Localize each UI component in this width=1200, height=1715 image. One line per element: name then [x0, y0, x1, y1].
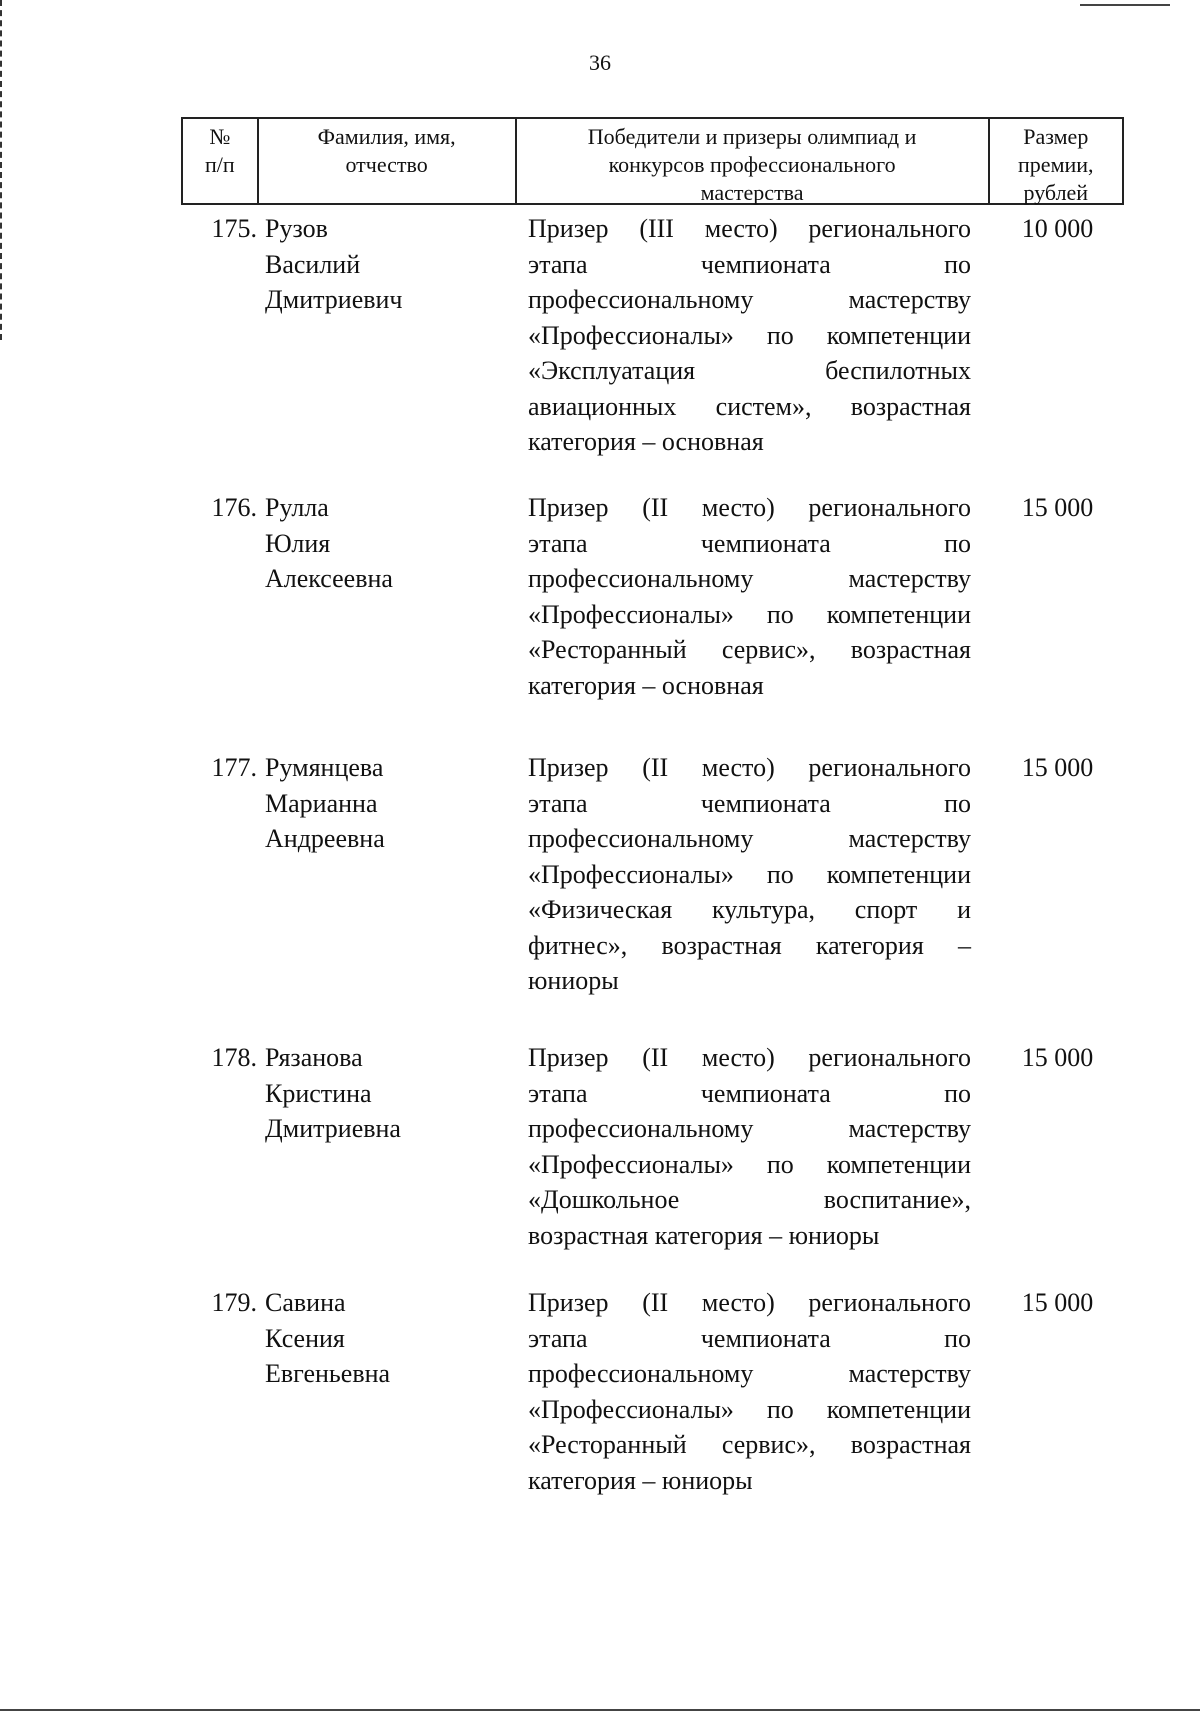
- description-line: этапа чемпионата по: [528, 249, 971, 279]
- table-row: [181, 490, 1124, 703]
- header-amount-line: премии,: [1018, 152, 1094, 177]
- description-line: категория – юниоры: [528, 1465, 753, 1495]
- row-description: [516, 1040, 991, 1253]
- header-name-line: отчество: [345, 152, 428, 177]
- description-line: «Эксплуатация беспилотных: [528, 356, 971, 385]
- row-number: 179.: [211, 1288, 257, 1317]
- row-number: 175.: [211, 214, 257, 243]
- table-header: [181, 117, 1124, 205]
- description-line: возрастная категория – юниоры: [528, 1220, 880, 1250]
- header-amount-line: Размер: [1023, 124, 1089, 149]
- first-name: Марианна: [265, 788, 378, 818]
- header-amount-line: рублей: [1023, 180, 1089, 205]
- description-line: Призер (II место) регионального: [528, 753, 971, 782]
- description-line: фитнес», возрастная категория –: [528, 930, 971, 960]
- first-name: Юлия: [265, 528, 331, 558]
- description-line: «Ресторанный сервис», возрастная: [528, 635, 971, 664]
- header-description-line: конкурсов профессионального: [608, 152, 896, 177]
- row-name: [257, 490, 516, 703]
- header-amount: [990, 119, 1122, 203]
- description-line: «Физическая культура, спорт и: [528, 895, 971, 924]
- header-num-line: п/п: [205, 152, 235, 177]
- row-amount: 10 000: [1021, 214, 1094, 243]
- surname: Рузов: [265, 214, 328, 243]
- header-description-line: Победители и призеры олимпиад и: [587, 124, 917, 149]
- surname: Румянцева: [265, 753, 384, 782]
- description-line: профессиональному мастерству: [528, 1359, 971, 1388]
- row-amount: 15 000: [1021, 493, 1094, 522]
- description-line: категория – основная: [528, 427, 764, 456]
- description-line: этапа чемпионата по: [528, 1078, 971, 1108]
- description-line: Призер (II место) регионального: [528, 1288, 971, 1317]
- row-number: 176.: [211, 493, 257, 522]
- description-line: категория – основная: [528, 670, 764, 700]
- scan-top-mark: [1080, 4, 1170, 6]
- first-name: Кристина: [265, 1078, 372, 1108]
- header-description-line: мастерства: [700, 180, 804, 205]
- header-name: [259, 119, 517, 203]
- row-name: [257, 211, 516, 460]
- description-line: Призер (II место) регионального: [528, 493, 971, 522]
- description-line: «Профессионалы» по компетенции: [528, 1394, 971, 1424]
- description-line: «Профессионалы» по компетенции: [528, 320, 971, 350]
- description-line: этапа чемпионата по: [528, 788, 971, 818]
- table-row: [181, 1285, 1124, 1498]
- row-description: [516, 1285, 991, 1498]
- patronymic: Дмитриевич: [265, 285, 403, 314]
- description-line: «Дошкольное воспитание»,: [528, 1185, 971, 1214]
- row-amount: 15 000: [1021, 1288, 1094, 1317]
- description-line: этапа чемпионата по: [528, 1323, 971, 1353]
- row-description: [516, 490, 991, 703]
- description-line: профессиональному мастерству: [528, 1114, 971, 1143]
- row-name: [257, 1285, 516, 1498]
- first-name: Ксения: [265, 1323, 345, 1353]
- surname: Рязанова: [265, 1043, 363, 1072]
- row-number: 177.: [211, 753, 257, 782]
- header-name-line: Фамилия, имя,: [317, 124, 456, 149]
- description-line: «Профессионалы» по компетенции: [528, 859, 971, 889]
- row-description: [516, 750, 991, 999]
- page-number: 36: [589, 50, 611, 75]
- scan-bottom-edge: [0, 1709, 1200, 1711]
- table-row: [181, 1040, 1124, 1253]
- row-number: 178.: [211, 1043, 257, 1072]
- awards-table: [181, 117, 1124, 1495]
- description-line: авиационных систем», возрастная: [528, 391, 971, 421]
- patronymic: Алексеевна: [265, 564, 393, 593]
- row-name: [257, 1040, 516, 1253]
- table-row: [181, 211, 1124, 460]
- description-line: Призер (III место) регионального: [528, 214, 971, 243]
- patronymic: Андреевна: [265, 824, 385, 853]
- description-line: юниоры: [528, 966, 619, 995]
- description-line: этапа чемпионата по: [528, 528, 971, 558]
- row-amount: 15 000: [1021, 1043, 1094, 1072]
- description-line: «Ресторанный сервис», возрастная: [528, 1430, 971, 1459]
- surname: Савина: [265, 1288, 346, 1317]
- header-num-line: №: [209, 124, 231, 149]
- row-name: [257, 750, 516, 999]
- header-num: [183, 119, 259, 203]
- header-description: [517, 119, 990, 203]
- first-name: Василий: [265, 249, 361, 279]
- patronymic: Евгеньевна: [265, 1359, 391, 1388]
- description-line: профессиональному мастерству: [528, 285, 971, 314]
- description-line: Призер (II место) регионального: [528, 1043, 971, 1072]
- description-line: профессиональному мастерству: [528, 564, 971, 593]
- surname: Рулла: [265, 493, 329, 522]
- patronymic: Дмитриевна: [265, 1114, 401, 1143]
- description-line: профессиональному мастерству: [528, 824, 971, 853]
- row-description: [516, 211, 991, 460]
- table-row: [181, 750, 1124, 999]
- description-line: «Профессионалы» по компетенции: [528, 1149, 971, 1179]
- row-amount: 15 000: [1021, 753, 1094, 782]
- description-line: «Профессионалы» по компетенции: [528, 599, 971, 629]
